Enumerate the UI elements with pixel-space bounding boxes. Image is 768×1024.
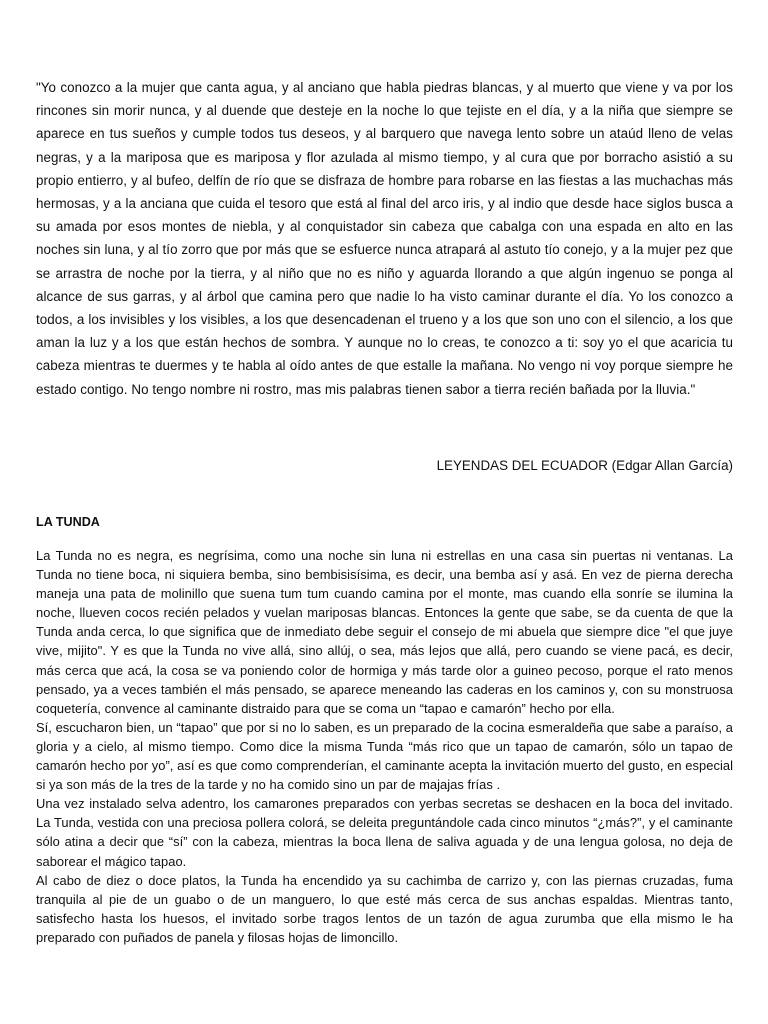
paragraph: Sí, escucharon bien, un “tapao” que por si no lo saben, es un preparado de la cocina esmeraldeña que sabe a paraíso, a gloria y a cielo, al mismo tiempo. Como dice la misma Tunda “más rico que un tapao de camarón, sólo un tapao de camarón hecho por yo”, así es que como comprenderían, el caminante acepta la invitación muerto del gusto, en especial si ya son más de la tres de la tarde y no ha comido sino un par de majajas frías . [36, 719, 733, 793]
paragraph: Una vez instalado selva adentro, los camarones preparados con yerbas secretas se deshacen en la boca del invitado. La Tunda, vestida con una preciosa pollera colorá, se deleita preguntándole cada cinco minutos “¿más?”, y el caminante sólo atina a decir que “sí” con la cabeza, mientras la boca llena de saliva aguada y de una lengua golosa, no deja de saborear el mágico tapao. [36, 796, 733, 869]
paragraph: La Tunda no es negra, es negrísima, como una noche sin luna ni estrellas en una casa sin puertas ni ventanas. La Tunda no tiene boca, ni siquiera bemba, sino bembisisísima, es decir, una bemba así y asá. En vez de pierna derecha maneja una pata de molinillo que suena tum tum cuando camina por el monte, mas cuando ella sonríe se ilumina la noche, llueven cocos recién pelados y vuelan mariposas blancas. Entonces la gente que sabe, se da cuenta de que la Tunda anda cerca, lo que significa que de inmediato debe seguir el consejo de mi abuela que siempre dice "el que juye vive, mijito". Y es que la Tunda no vive allá, sino allúj, o sea, más lejos que allá, pero cuando se viene pacá, es decir, más cerca que acá, la cosa se va poniendo color de hormiga y más tarde olor a guineo pecoso, porque el rato menos pensado, ya a veces también el más pensado, se aparece meneando las caderas en los caminos y, con su monstruosa coquetería, convence al caminante distraido para que se coma un “tapao e camarón” hecho por ella. [36, 548, 733, 716]
quote-source: LEYENDAS DEL ECUADOR (Edgar Allan García) [436, 458, 733, 473]
section-body [36, 546, 733, 947]
section-title: LA TUNDA [36, 515, 100, 529]
opening-quote: "Yo conozco a la mujer que canta agua, y al anciano que habla piedras blancas, y al muerto que viene y va por los rincones sin morir nunca, y al duende que desteje en la noche lo que tejiste en el día, y a la niña que siempre se aparece en tus sueños y cumple todos tus deseos, y al barquero que navega lento sobre un ataúd lleno de velas negras, y a la mariposa que es mariposa y flor azulada al mismo tiempo, y al cura que por borracho asistió a su propio entierro, y al bufeo, delfín de río que se disfraza de hombre para robarse en las fiestas a las muchachas más hermosas, y a la anciana que cuida el tesoro que está al final del arco iris, y al indio que desde hace siglos busca a su amada por esos montes de niebla, y al conquistador sin cabeza que cabalga con una espada en alto en las noches sin luna, y al tío zorro que por más que se esfuerce nunca atrapará al astuto tío conejo, y a la mujer pez que se arrastra de noche por la tierra, y al niño que no es niño y aguarda llorando a que algún ingenuo se ponga al alcance de sus garras, y al árbol que camina pero que nadie lo ha visto caminar durante el día. Yo los conozco a todos, a los invisibles y los visibles, a los que desencadenan el trueno y a los que son uno con el silencio, a los que aman la luz y a los que están hechos de sombra. Y aunque no lo creas, te conozco a ti: soy yo el que acaricia tu cabeza mientras te duermes y te habla al oído antes de que estalle la mañana. No vengo ni voy porque siempre he estado contigo. No tengo nombre ni rostro, mas mis palabras tienen sabor a tierra recién bañada por la lluvia." [36, 80, 733, 397]
paragraph: Al cabo de diez o doce platos, la Tunda ha encendido ya su cachimba de carrizo y, con las piernas cruzadas, fuma tranquila al pie de un guabo o de un manguero, lo que esté más cerca de sus anchas espaldas. Mientras tanto, satisfecho hasta los huesos, el invitado sorbe tragos lentos de un tazón de agua zurumba que ella mismo le ha preparado con puñados de panela y filosas hojas de limoncillo. [36, 872, 733, 945]
